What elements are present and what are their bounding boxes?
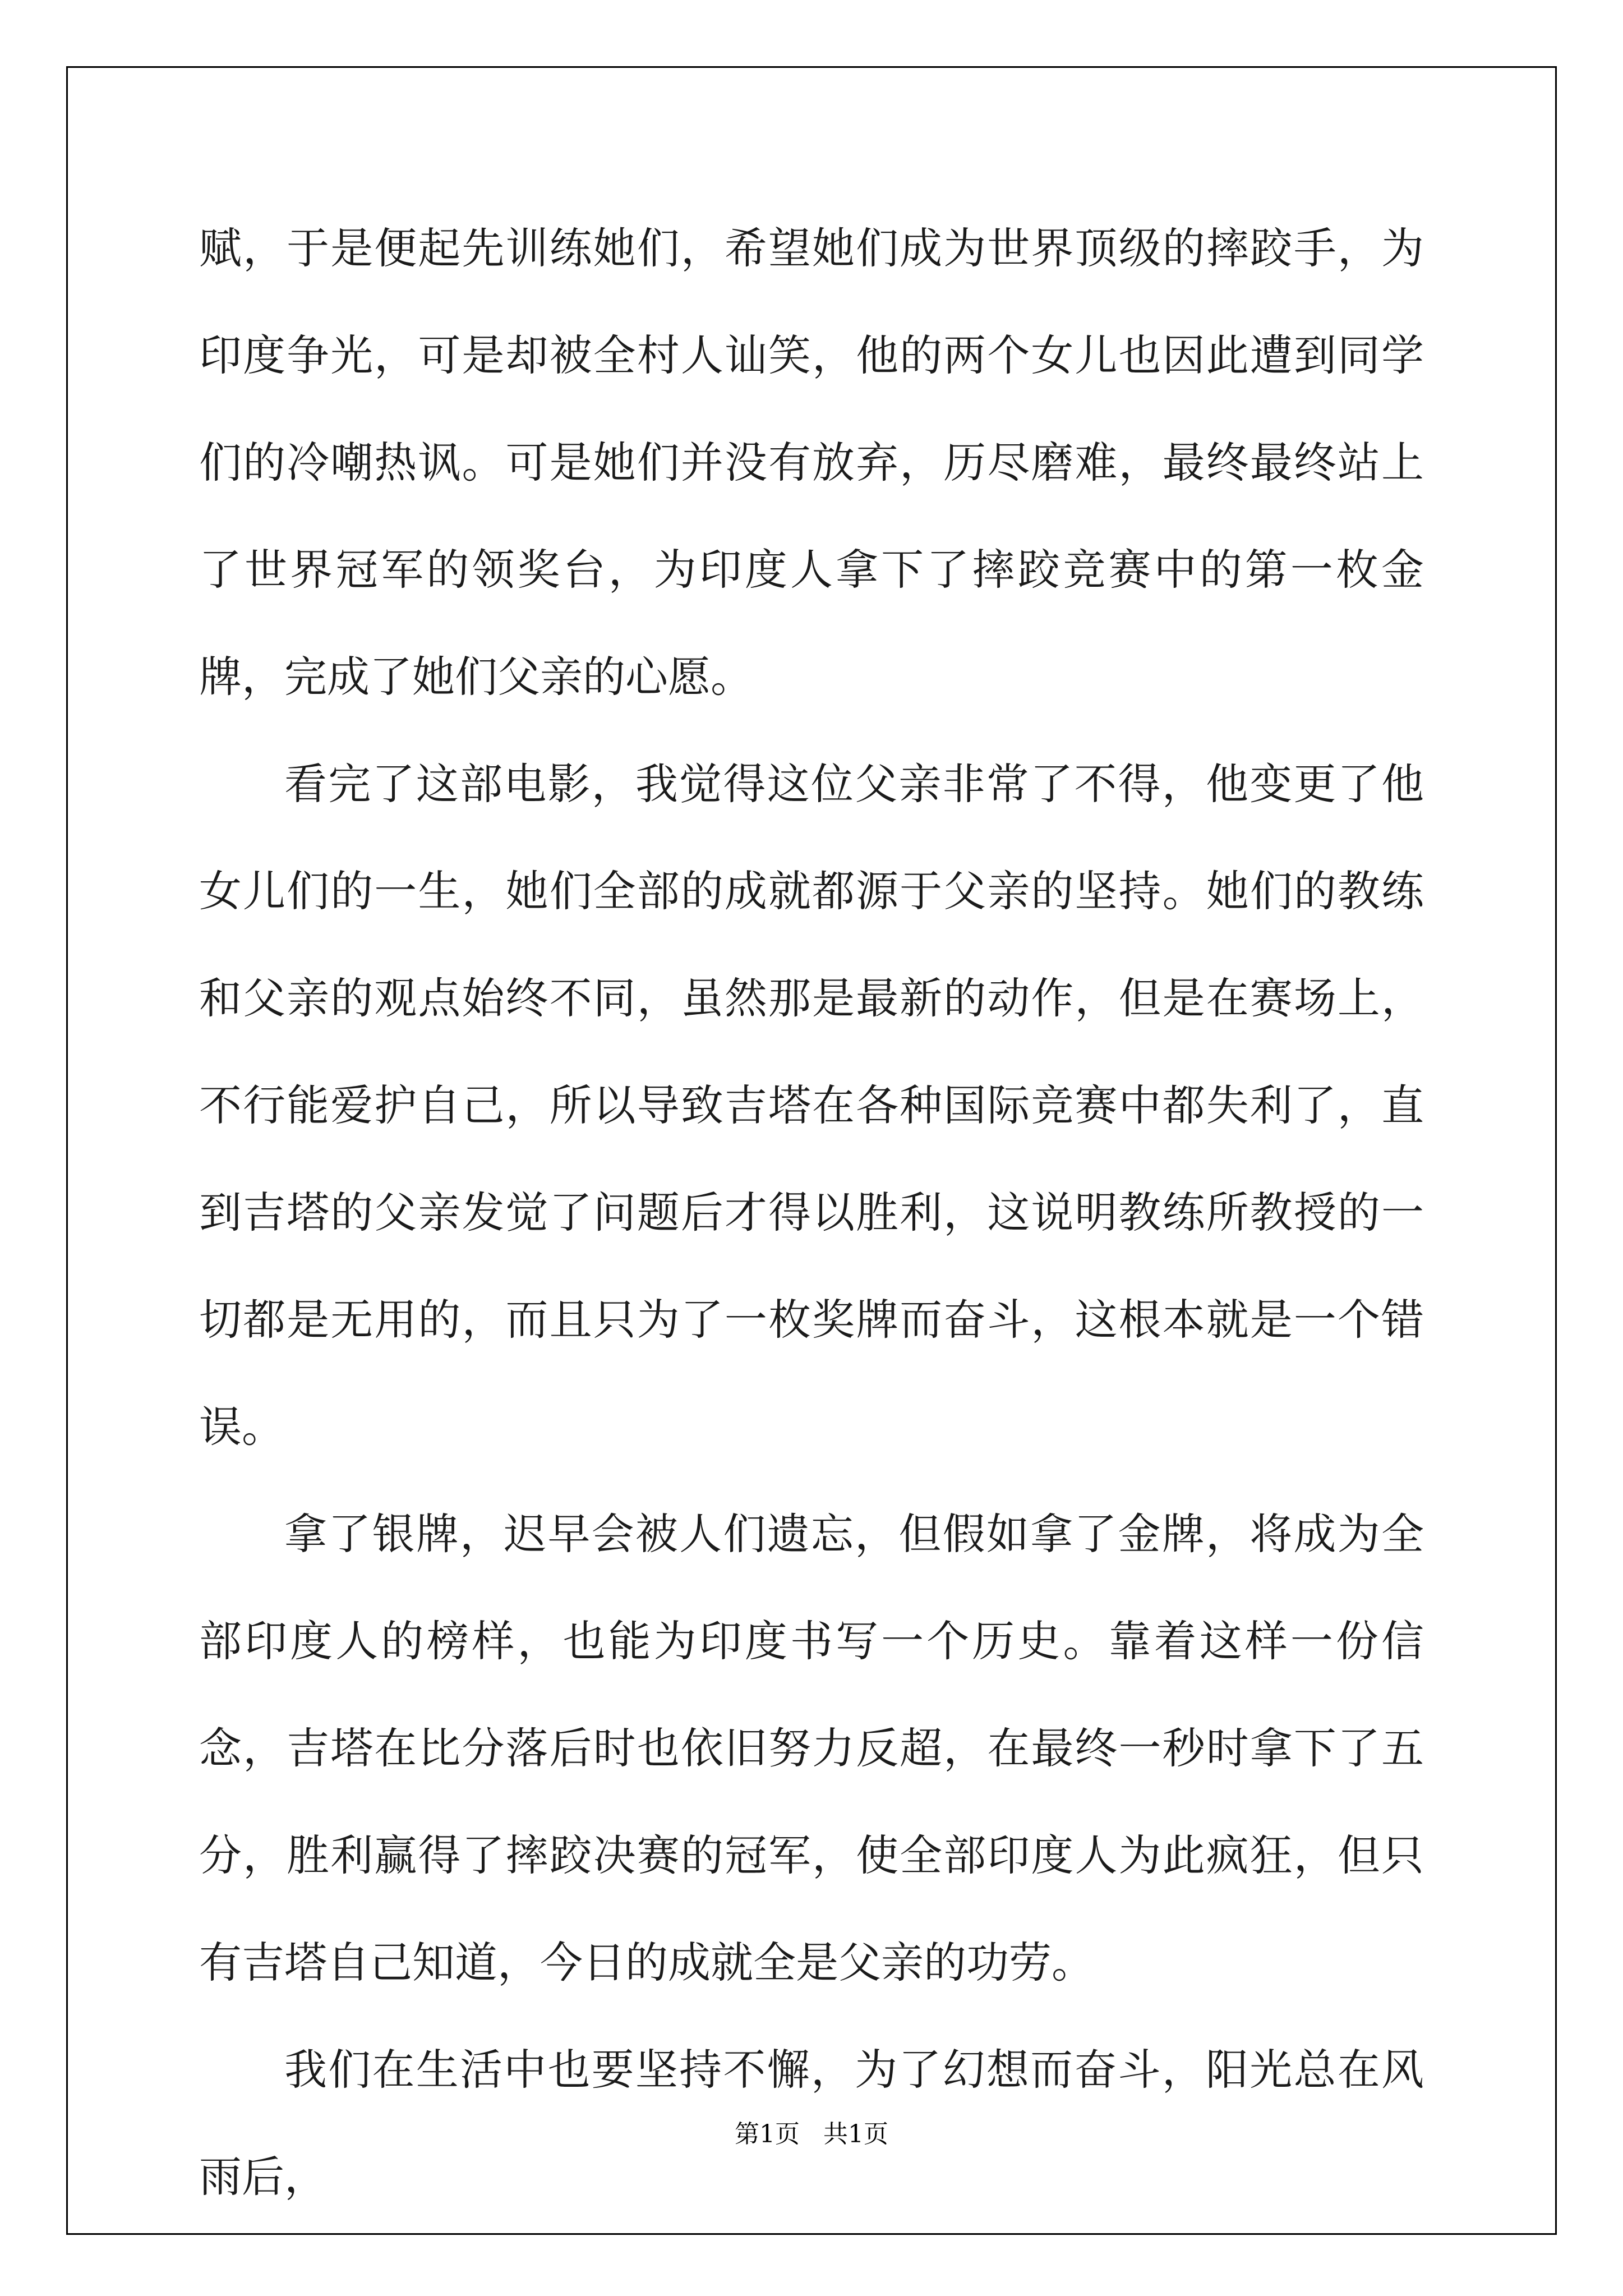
- page-footer: 第1页 共1页: [735, 2120, 888, 2148]
- paragraph-1: 赋，于是便起先训练她们，希望她们成为世界顶级的摔跤手，为印度争光，可是却被全村人讪笑，他的两个女儿也因此遭到同学们的冷嘲热讽。可是她们并没有放弃，历尽磨难，最终最终站上了世界冠军的领奖台，为印度人拿下了摔跤竞赛中的第一枚金牌，完成了她们父亲的心愿。: [199, 223, 1424, 702]
- document-body: [199, 195, 1424, 2230]
- paragraph-4: 我们在生活中也要坚持不懈，为了幻想而奋斗，阳光总在风雨后，: [199, 2045, 1424, 2202]
- paragraph-2: 看完了这部电影，我觉得这位父亲非常了不得，他变更了他女儿们的一生，她们全部的成就都源于父亲的坚持。她们的教练和父亲的观点始终不同，虽然那是最新的动作，但是在赛场上，不行能爱护自己，所以导致吉塔在各种国际竞赛中都失利了，直到吉塔的父亲发觉了问题后才得以胜利，这说明教练所教授的一切都是无用的，而且只为了一枚奖牌而奋斗，这根本就是一个错误。: [199, 759, 1424, 1452]
- paragraph-3: 拿了银牌，迟早会被人们遗忘，但假如拿了金牌，将成为全部印度人的榜样，也能为印度书写一个历史。靠着这样一份信念，吉塔在比分落后时也依旧努力反超，在最终一秒时拿下了五分，胜利赢得了摔跤决赛的冠军，使全部印度人为此疯狂，但只有吉塔自己知道，今日的成就全是父亲的功劳。: [199, 1509, 1424, 1987]
